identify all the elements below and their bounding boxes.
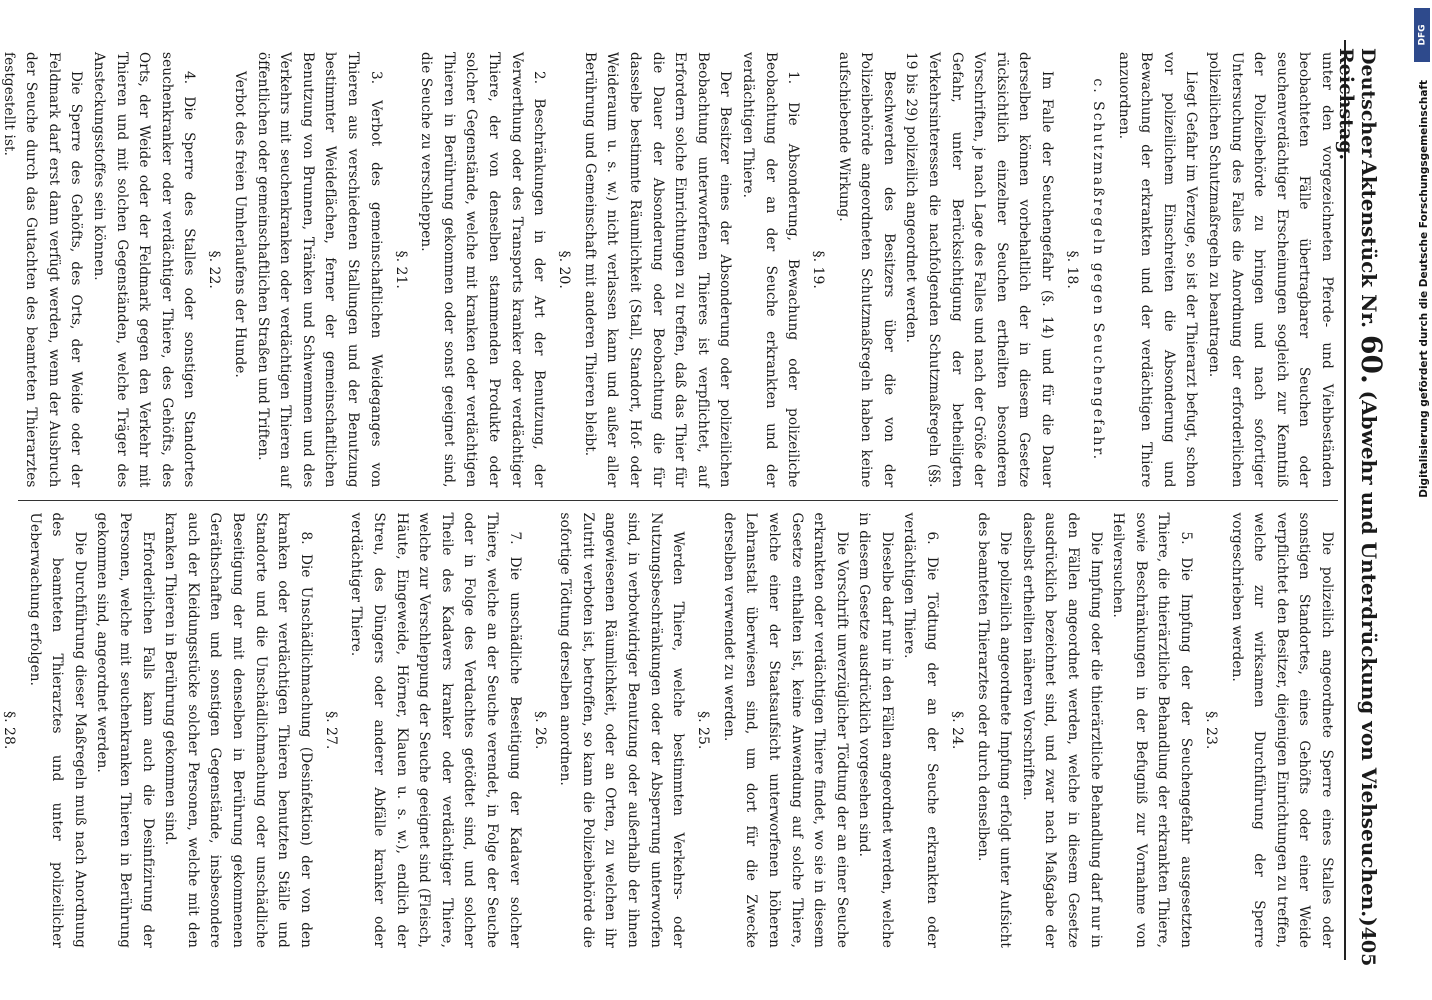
paragraph: 1. Die Absonderung, Bewachung oder polizeiliche Beobachtung der an der Seuche erkrankten und der verdächtigen Thiere. <box>739 52 802 488</box>
text-columns <box>0 40 1338 960</box>
left-column <box>0 40 1338 500</box>
paragraph: Dieselbe darf nur in den Fällen angeordnet werden, welche in diesem Gesetze ausdrücklich vorgesehen sind. <box>856 512 895 948</box>
subsection-heading: c. Schutzmaßregeln gegen Seuchengefahr. <box>1090 78 1107 462</box>
right-column <box>1 501 1338 961</box>
section-heading: §. 26. <box>531 711 548 750</box>
paragraph: Die Durchführung dieser Maßregeln muß nach Anordnung des beamteten Thierarztes und unter polizeilicher Ueberwachung erfolgen. <box>26 512 88 948</box>
digitization-credit-text: Digitalisierung gefördert durch die Deutsche Forschungsgemeinschaft <box>1418 80 1430 498</box>
paragraph: Die polizeilich angeordnete Sperre eines Stalles oder sonstigen Standortes, eines Gehöfts oder einer Weide verpflichtet den Besitzer, diejenigen Einrichtungen zu treffen, welche zur wirksamen Durchführung der Sperre vorgeschrieben werden. <box>1228 512 1335 948</box>
paragraph: Werden Thiere, welche bestimmten Verkehrs- oder Nutzungsbeschränkungen oder der Absperrung unterworfen sind, in verbotwidriger Benutzung oder außerhalb der ihnen angewiesenen Räumlichkeit, oder an Orten, zu welchen ihr Zutritt verboten ist, betroffen, so kann die Polizeibehörde die sofortige Tödtung derselben anordnen. <box>557 512 687 948</box>
paragraph: 7. Die unschädliche Beseitigung der Kadaver solcher Thiere, welche an der Seuche verendet, in Folge der Seuche oder in Folge des Verdachtes getödtet sind, und solcher Theile des Kadavers kranker oder verdächtiger Thiere, welche zur Verschleppung der Seuche geeignet sind (Fleisch, Häute, Eingeweide, Hörner, Klauen u. s. w.), endlich der Streu, des Düngers oder anderer Abfälle kranker oder verdächtiger Thiere. <box>348 512 523 948</box>
paragraph: 2. Beschränkungen in der Art der Benutzung, der Verwerthung oder des Transports kranker oder verdächtiger Thiere, der von denselben stammenden Produkte oder solcher Gegenstände, welche mit kranken oder verdächtigen Thieren in Berührung gekommen oder sonst geeignet sind, die Seuche zu verschleppen. <box>418 52 548 488</box>
section-heading: §. 23. <box>1203 711 1220 750</box>
paragraph: 3. Verbot des gemeinschaftlichen Weideganges von Thieren aus verschiedenen Stallungen und der Benutzung bestimmter Weideflächen, ferner der gemeinschaftlichen Benutzung von Brunnen, Tränken und Schwemmen und des Verkehrs mit seuchenkranken oder verdächtigen Thieren auf öffentlichen oder gemeinschaftlichen Straßen und Triften. <box>254 52 384 488</box>
dfg-logo <box>1414 8 1430 62</box>
section-heading: §. 25. <box>695 711 712 750</box>
header-document-title <box>1355 160 1388 927</box>
paragraph: unter den vorgezeichneten Pferde- und Viehbeständen beobachteten Fälle übertragbarer Seuchen oder seuchenverdächtiger Erscheinungen sogleich zur Kenntniß der Polizeibehörde zu bringen und nach sofortiger Untersuchung des Falles die Anordnung der erforderlichen polizeilichen Schutzmaßregeln zu beantragen. <box>1206 52 1335 488</box>
page-number: 405 <box>1357 926 1379 967</box>
paragraph: Die Sperre des Gehöfts, des Orts, der Weide oder der Feldmark darf erst dann verfügt werden, wenn der Ausbruch der Seuche durch das Gutachten des beamteten Thierarztes festgestellt ist. <box>0 52 85 488</box>
paragraph: Erforderlichen Falls kann auch die Desinfizirung der Personen, welche mit seuchenkranken Thieren in Berührung gekommen sind, angeordnet werden. <box>94 512 156 948</box>
paragraph: 8. Die Unschädlichmachung (Desinfektion) der von den kranken oder verdächtigen Thieren benutzten Ställe und Standorte und die Unschädlichmachung oder unschädliche Beseitigung der mit denselben in Berührung gekommenen Geräthschaften und sonstigen Gegenstände, insbesondere auch der Kleidungsstücke solcher Personen, welche mit den kranken Thieren in Berührung gekommen sind. <box>162 512 314 948</box>
paragraph: 5. Die Impfung der der Seuchengefahr ausgesetzten Thiere, die thierärztliche Behandlung der erkrankten Thiere, sowie Beschränkungen in der Befugniß zur Vornahme von Heilversuchen. <box>1110 512 1195 948</box>
section-heading: §. 18. <box>1064 250 1081 289</box>
section-heading: §. 27. <box>322 711 339 750</box>
digitization-credit <box>1414 0 1432 1000</box>
header-doc-prefix: Aktenstück Nr. <box>1357 160 1381 335</box>
paragraph: Die Impfung oder die thierärztliche Behandlung darf nur in den Fällen angeordnet werden, welche in diesem Gesetze ausdrücklich bezeichnet sind, und zwar nach Maßgabe der daselbst ertheilten näheren Vorschriften. <box>1019 512 1104 948</box>
header-doc-number: 60. <box>1355 335 1388 384</box>
section-heading: §. 22. <box>206 250 223 289</box>
section-heading: §. 28. <box>1 711 18 750</box>
header-rule <box>1344 40 1346 960</box>
header-publication: Deutscher Reichstag. <box>1335 48 1379 161</box>
header-doc-subject: (Abwehr und Unterdrückung von Viehseuchen.) <box>1357 383 1381 927</box>
paragraph: 4. Die Sperre des Stalles oder sonstigen Standortes seuchenkranker oder verdächtiger Thiere, des Gehöfts, des Orts, der Weide oder der Feldmark gegen den Verkehr mit Thieren und mit solchen Gegenständen, welche Träger des Ansteckungsstoffes sein können. <box>91 52 198 488</box>
section-heading: §. 19. <box>810 250 827 289</box>
paragraph: Die polizeilich angeordnete Impfung erfolgt unter Aufsicht des beamteten Thierarztes oder durch denselben. <box>974 512 1014 948</box>
paragraph: Beschwerden des Besitzers über die von der Polizeibehörde angeordneten Schutzmaßregeln haben keine aufschiebende Wirkung. <box>835 52 897 488</box>
paragraph: 6. Die Tödtung der an der Seuche erkrankten oder verdächtigen Thiere. <box>901 512 941 948</box>
paragraph: Im Falle der Seuchengefahr (§. 14) und für die Dauer derselben können vorbehaltlich der in diesem Gesetze rücksichtlich einzelner Seuchen ertheilten besonderen Vorschriften, je nach Lage des Falles und nach der Größe der Gefahr, unter Berücksichtigung der betheiligten Verkehrsinteressen die nachfolgenden Schutzmaßregeln (§§. 19 bis 29) polizeilich angeordnet werden. <box>903 52 1056 488</box>
page-header <box>1335 40 1388 967</box>
dfg-logo-text: DFG <box>1417 24 1428 46</box>
section-heading: §. 24. <box>949 711 966 750</box>
section-heading: §. 21. <box>392 250 409 289</box>
paragraph: Die Vorschrift unverzüglicher Tödtung der an einer Seuche erkrankten oder verdächtigen Thiere findet, wo sie in diesem Gesetze enthalten ist, keine Anwendung auf solche Thiere, welche einer der Staatsaufsicht unterworfenen höheren Lehranstalt überwiesen sind, um dort für die Zwecke derselben verwendet zu werden. <box>720 512 850 948</box>
paragraph: Verbot des freien Umherlaufens der Hunde. <box>232 71 249 378</box>
paragraph: Der Besitzer eines der Absonderung oder polizeilichen Beobachtung unterworfenen Thieres ist verpflichtet, auf Erfordern solche Einrichtungen zu treffen, daß das Thier für die Dauer der Absonderung oder Beobachtung die für dasselbe bestimmte Räumlichkeit (Stall, Standort, Hof- oder Weideraum u. s. w.) nicht verlassen kann und außer aller Berührung und Gemeinschaft mit anderen Thieren bleibt. <box>581 52 734 488</box>
section-heading: §. 20. <box>556 250 573 289</box>
paragraph: Liegt Gefahr im Verzuge, so ist der Thierarzt befugt, schon vor polizeilichem Einschreiten die Absonderung und Bewachung der erkrankten und der verdächtigen Thiere anzuordnen. <box>1115 52 1200 488</box>
